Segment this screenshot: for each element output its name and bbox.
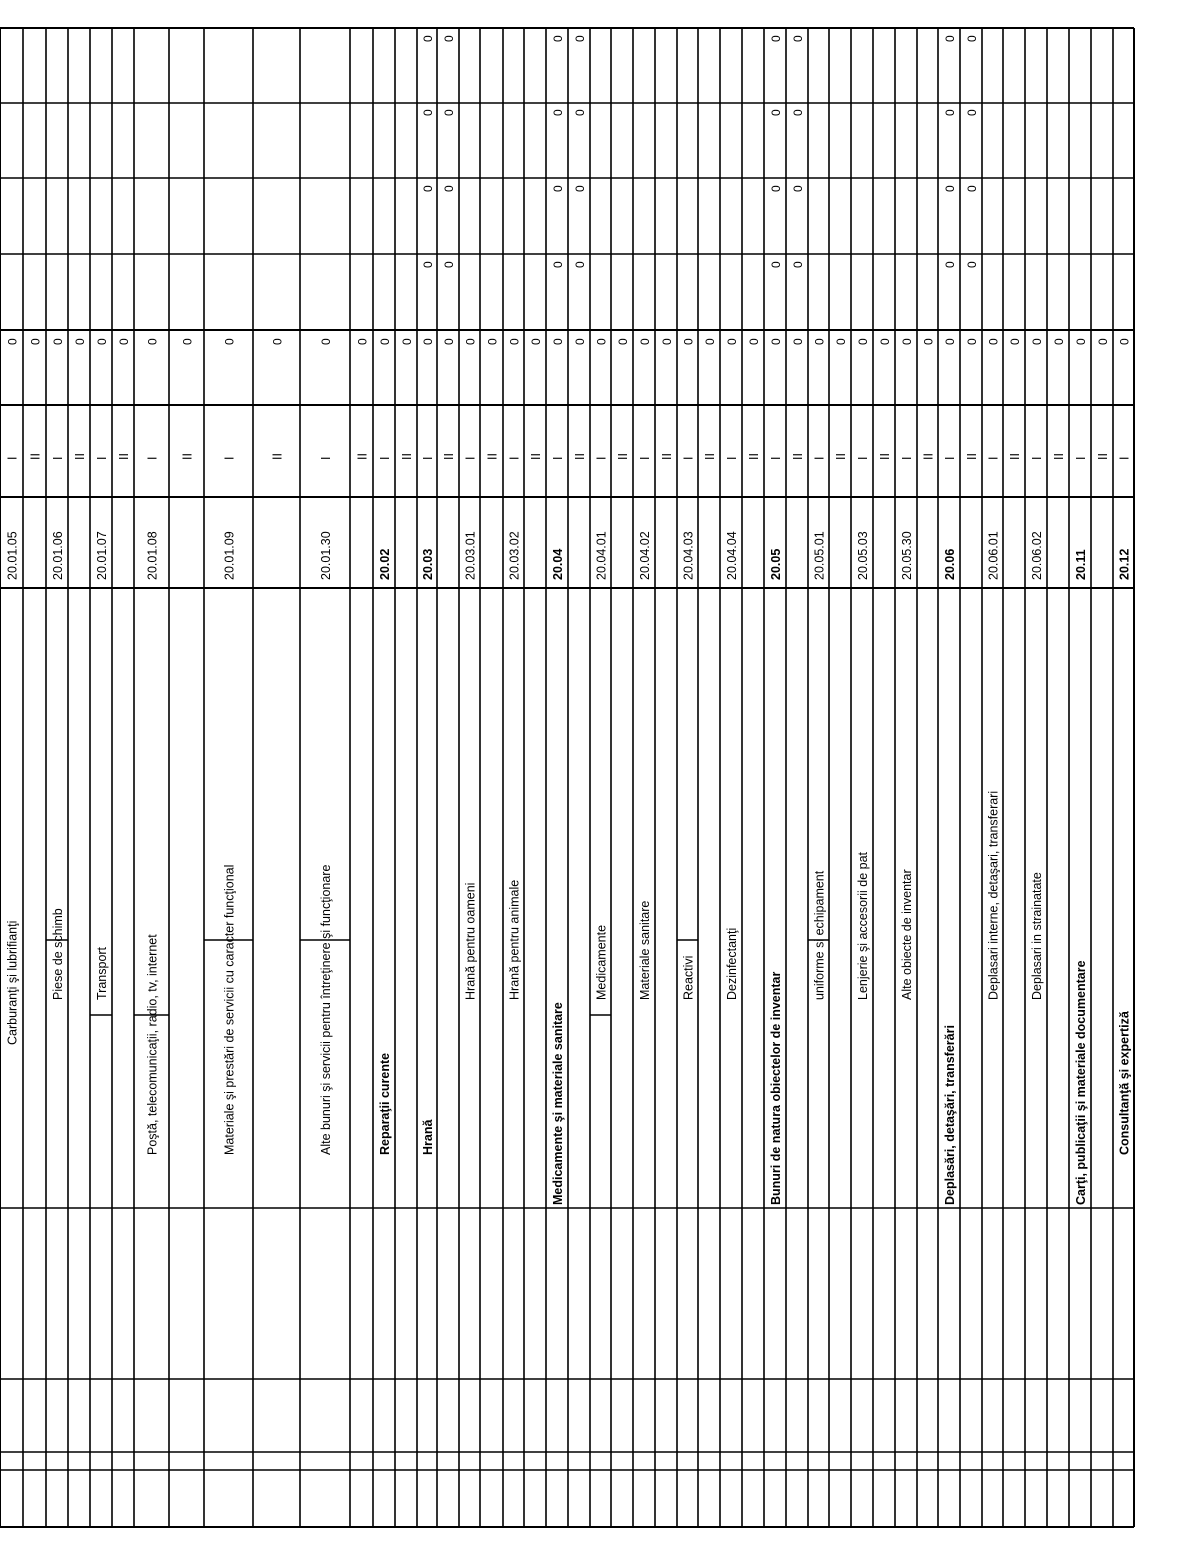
row-value: 0 bbox=[747, 338, 761, 345]
row-value: 0 bbox=[551, 35, 565, 42]
row-code: 20.02 bbox=[378, 548, 392, 580]
row-roman: II bbox=[660, 453, 674, 460]
row-value: 0 bbox=[965, 338, 979, 345]
row-roman: I bbox=[463, 456, 478, 460]
row-roman: I bbox=[986, 456, 1001, 460]
row-code: 20.11 bbox=[1074, 549, 1088, 580]
row-value: 0 bbox=[791, 35, 805, 42]
row-value: 0 bbox=[270, 338, 285, 345]
row-code: 20.06.01 bbox=[986, 531, 1001, 580]
row-code: 20.03 bbox=[421, 548, 435, 580]
row-code: 20.05 bbox=[769, 548, 783, 580]
row-value: 0 bbox=[812, 338, 827, 345]
row-roman: I bbox=[1074, 456, 1088, 460]
row-label: Materiale sanitare bbox=[638, 900, 652, 1000]
row-roman: I bbox=[681, 456, 696, 460]
row-roman: I bbox=[421, 456, 435, 460]
row-roman: II bbox=[73, 453, 87, 460]
row-label: Materiale şi prestări de servicii cu caracter funcţional bbox=[222, 864, 237, 1155]
row-value: 0 bbox=[1096, 338, 1110, 345]
row-value: 0 bbox=[1117, 338, 1132, 345]
row-roman: II bbox=[180, 453, 195, 460]
row-roman: II bbox=[1008, 453, 1022, 460]
row-code: 20.06.02 bbox=[1030, 531, 1044, 580]
row-value: 0 bbox=[965, 261, 979, 268]
row-value: 0 bbox=[573, 35, 587, 42]
row-label: Medicamente bbox=[594, 924, 609, 1000]
row-value: 0 bbox=[943, 261, 957, 268]
row-label: Deplasări, detaşări, transferări bbox=[943, 1025, 957, 1205]
row-value: 0 bbox=[319, 338, 333, 345]
row-code: 20.05.03 bbox=[856, 531, 870, 580]
row-value: 0 bbox=[551, 185, 565, 192]
row-value: 0 bbox=[507, 338, 522, 345]
row-label: Reparaţii curente bbox=[378, 1052, 392, 1155]
row-roman: II bbox=[747, 453, 761, 460]
row-roman: I bbox=[5, 456, 20, 460]
row-value: 0 bbox=[442, 185, 456, 192]
row-roman: II bbox=[834, 453, 848, 460]
row-roman: I bbox=[378, 456, 392, 460]
row-value: 0 bbox=[856, 338, 870, 345]
row-roman: II bbox=[616, 453, 630, 460]
row-value: 0 bbox=[965, 35, 979, 42]
row-value: 0 bbox=[921, 338, 936, 345]
row-roman: I bbox=[812, 456, 827, 460]
row-roman: I bbox=[638, 456, 652, 460]
row-roman: II bbox=[878, 453, 892, 460]
row-value: 0 bbox=[73, 338, 87, 345]
row-roman: II bbox=[703, 453, 717, 460]
row-code: 20.04.03 bbox=[681, 531, 696, 580]
row-roman: I bbox=[319, 456, 333, 460]
row-roman: II bbox=[442, 453, 456, 460]
row-value: 0 bbox=[145, 338, 160, 345]
row-label: Carţi, publicaţii şi materiale documentare bbox=[1074, 960, 1088, 1205]
row-label: Hrană pentru oameni bbox=[463, 882, 478, 1000]
row-value: 0 bbox=[660, 338, 674, 345]
row-roman: I bbox=[1117, 456, 1132, 460]
row-value: 0 bbox=[943, 338, 957, 345]
row-value: 0 bbox=[616, 338, 630, 345]
row-code: 20.04.01 bbox=[594, 531, 609, 580]
row-value: 0 bbox=[400, 338, 414, 345]
row-roman: II bbox=[400, 453, 414, 460]
row-value: 0 bbox=[878, 338, 892, 345]
row-label: Lenjerie şi accesorii de pat bbox=[856, 852, 870, 1000]
row-code: 20.05.01 bbox=[812, 531, 827, 580]
row-roman: II bbox=[355, 453, 370, 460]
table-grid bbox=[0, 28, 1134, 1527]
row-value: 0 bbox=[5, 338, 20, 345]
row-label: Alte bunuri şi servicii pentru întreţinere şi funcţionare bbox=[319, 864, 333, 1155]
row-value: 0 bbox=[943, 35, 957, 42]
row-value: 0 bbox=[965, 185, 979, 192]
row-value: 0 bbox=[95, 338, 109, 345]
row-value: 0 bbox=[551, 261, 565, 268]
row-label: Hrană pentru animale bbox=[507, 879, 522, 1000]
row-value: 0 bbox=[594, 338, 609, 345]
row-code: 20.01.30 bbox=[319, 531, 333, 580]
row-roman: II bbox=[270, 453, 285, 460]
row-value: 0 bbox=[529, 338, 543, 345]
row-value: 0 bbox=[725, 338, 739, 345]
row-roman: I bbox=[594, 456, 609, 460]
row-value: 0 bbox=[573, 338, 587, 345]
row-value: 0 bbox=[28, 338, 43, 345]
row-roman: I bbox=[900, 456, 914, 460]
row-roman: I bbox=[145, 456, 160, 460]
row-roman: I bbox=[551, 456, 565, 460]
row-label: Dezinfectanţi bbox=[725, 927, 739, 1000]
row-roman: II bbox=[117, 453, 131, 460]
row-value: 0 bbox=[442, 109, 456, 116]
row-value: 0 bbox=[180, 338, 195, 345]
row-value: 0 bbox=[943, 185, 957, 192]
row-value: 0 bbox=[681, 338, 696, 345]
row-roman: II bbox=[28, 453, 43, 460]
row-value: 0 bbox=[117, 338, 131, 345]
row-code: 20.06 bbox=[943, 548, 957, 580]
row-code: 20.12 bbox=[1117, 548, 1132, 580]
row-code: 20.05.30 bbox=[900, 531, 914, 580]
row-value: 0 bbox=[442, 35, 456, 42]
row-value: 0 bbox=[638, 338, 652, 345]
row-roman: I bbox=[95, 456, 109, 460]
row-value: 0 bbox=[421, 338, 435, 345]
row-label: Deplasari interne, detaşari, transferari bbox=[986, 790, 1001, 1000]
row-value: 0 bbox=[421, 185, 435, 192]
row-value: 0 bbox=[791, 338, 805, 345]
row-value: 0 bbox=[573, 261, 587, 268]
row-value: 0 bbox=[1052, 338, 1066, 345]
row-label: Bunuri de natura obiectelor de inventar bbox=[769, 971, 783, 1205]
row-value: 0 bbox=[421, 35, 435, 42]
row-value: 0 bbox=[943, 109, 957, 116]
row-code: 20.01.08 bbox=[145, 531, 160, 580]
row-label: Transport bbox=[95, 946, 109, 1000]
row-code: 20.04.04 bbox=[725, 531, 739, 580]
row-value: 0 bbox=[442, 338, 456, 345]
row-value: 0 bbox=[378, 338, 392, 345]
row-label: Consultanţă şi expertiză bbox=[1117, 1011, 1132, 1155]
row-value: 0 bbox=[463, 338, 478, 345]
row-roman: II bbox=[1096, 453, 1110, 460]
row-value: 0 bbox=[769, 109, 783, 116]
row-value: 0 bbox=[769, 35, 783, 42]
row-value: 0 bbox=[769, 261, 783, 268]
row-value: 0 bbox=[769, 185, 783, 192]
row-value: 0 bbox=[1030, 338, 1044, 345]
row-value: 0 bbox=[421, 109, 435, 116]
row-code: 20.01.07 bbox=[95, 531, 109, 580]
row-code: 20.01.05 bbox=[5, 531, 20, 580]
row-value: 0 bbox=[551, 109, 565, 116]
row-roman: II bbox=[965, 453, 979, 460]
row-roman: I bbox=[1030, 456, 1044, 460]
row-value: 0 bbox=[965, 109, 979, 116]
row-label: Medicamente şi materiale sanitare bbox=[551, 1002, 565, 1205]
row-value: 0 bbox=[1074, 338, 1088, 345]
row-value: 0 bbox=[834, 338, 848, 345]
row-roman: I bbox=[725, 456, 739, 460]
row-label: Reactivi bbox=[681, 955, 696, 1000]
row-roman: I bbox=[51, 456, 65, 460]
row-roman: II bbox=[573, 453, 587, 460]
row-label: Poştă, telecomunicaţii, radio, tv, internet bbox=[145, 934, 160, 1155]
row-code: 20.03.02 bbox=[507, 531, 522, 580]
row-roman: II bbox=[485, 453, 500, 460]
row-value: 0 bbox=[421, 261, 435, 268]
row-code: 20.04 bbox=[551, 548, 565, 580]
row-code: 20.04.02 bbox=[638, 531, 652, 580]
row-label: Deplasari in strainatate bbox=[1030, 872, 1044, 1000]
row-code: 20.03.01 bbox=[463, 531, 478, 580]
row-value: 0 bbox=[551, 338, 565, 345]
row-value: 0 bbox=[986, 338, 1001, 345]
row-roman: I bbox=[507, 456, 522, 460]
row-roman: I bbox=[769, 456, 783, 460]
row-value: 0 bbox=[51, 338, 65, 345]
row-value: 0 bbox=[573, 109, 587, 116]
row-value: 0 bbox=[1008, 338, 1022, 345]
row-value: 0 bbox=[442, 261, 456, 268]
row-value: 0 bbox=[355, 338, 370, 345]
row-value: 0 bbox=[769, 338, 783, 345]
row-value: 0 bbox=[485, 338, 500, 345]
row-roman: II bbox=[791, 453, 805, 460]
row-value: 0 bbox=[900, 338, 914, 345]
row-roman: II bbox=[921, 453, 936, 460]
row-value: 0 bbox=[791, 109, 805, 116]
row-value: 0 bbox=[222, 338, 237, 345]
row-label: Alte obiecte de inventar bbox=[900, 869, 914, 1000]
row-value: 0 bbox=[703, 338, 717, 345]
row-roman: II bbox=[529, 453, 543, 460]
row-label: uniforme si echipament bbox=[812, 870, 827, 1000]
row-label: Piese de schimb bbox=[51, 908, 65, 1000]
row-code: 20.01.06 bbox=[51, 531, 65, 580]
row-roman: I bbox=[943, 456, 957, 460]
row-roman: I bbox=[222, 456, 237, 460]
row-roman: II bbox=[1052, 453, 1066, 460]
row-value: 0 bbox=[791, 261, 805, 268]
row-value: 0 bbox=[791, 185, 805, 192]
row-roman: I bbox=[856, 456, 870, 460]
row-label: Carburanţi şi lubrifianţi bbox=[5, 920, 20, 1045]
row-code: 20.01.09 bbox=[222, 531, 237, 580]
row-value: 0 bbox=[573, 185, 587, 192]
row-label: Hrană bbox=[421, 1119, 435, 1155]
